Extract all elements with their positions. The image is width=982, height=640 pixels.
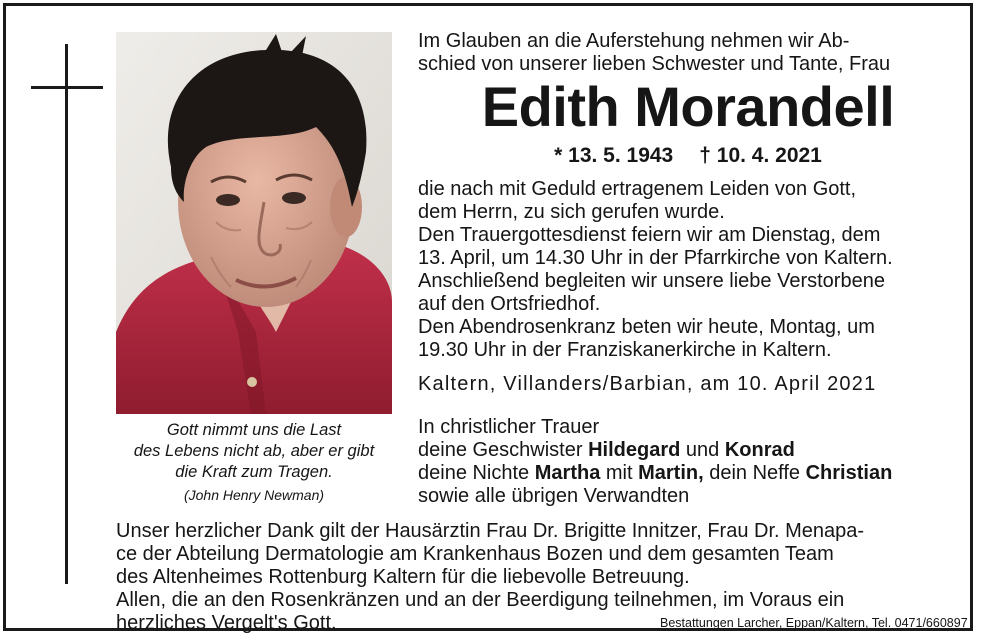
mourner-name: Konrad	[724, 439, 795, 461]
announcement-body	[418, 178, 893, 362]
mourner-text: deine Nichte	[418, 462, 535, 484]
intro-line: schied von unserer lieben Schwester und Tante, Frau	[418, 53, 891, 75]
body-line: Den Trauergottesdienst feiern wir am Dienstag, dem	[418, 224, 881, 246]
funeral-home-credit: Bestattungen Larcher, Eppan/Kaltern, Tel. 0471/660897	[660, 616, 968, 630]
body-line: Den Abendrosenkranz beten wir heute, Montag, um	[418, 316, 875, 338]
thanks-line: des Altenheimes Rottenburg Kaltern für die liebevolle Betreuung.	[116, 566, 690, 588]
quote-line: Gott nimmt uns die Last	[166, 421, 342, 439]
portrait-photo	[116, 32, 392, 414]
mourner-name: Hildegard	[588, 439, 681, 461]
mourner-text: sowie alle übrigen Verwandten	[418, 485, 690, 507]
deceased-name: Edith Morandell	[481, 75, 895, 138]
cross-icon	[65, 44, 68, 584]
mourner-text: deine Geschwister	[418, 439, 589, 461]
quote-block	[110, 420, 398, 506]
death-date: † 10. 4. 2021	[699, 144, 822, 167]
mourner-name: Martha	[534, 462, 601, 484]
thanks-line: Unser herzlicher Dank gilt der Hausärztin Frau Dr. Brigitte Innitzer, Frau Dr. Menapa-	[116, 520, 865, 542]
quote-line: die Kraft zum Tragen.	[175, 463, 333, 481]
mourners-list	[418, 416, 892, 508]
place-and-date: Kaltern, Villanders/Barbian, am 10. April 2021	[418, 373, 877, 395]
cross-icon-bar	[31, 86, 103, 89]
mourners-heading: In christlicher Trauer	[418, 416, 600, 438]
mourner-text: mit	[600, 462, 639, 484]
mourner-text: dein Neffe	[703, 462, 806, 484]
body-line: auf den Ortsfriedhof.	[418, 293, 601, 315]
intro-line: Im Glauben an die Auferstehung nehmen wir Ab-	[418, 30, 850, 52]
thanks-line: Allen, die an den Rosenkränzen und an der Beerdigung teilnehmen, im Voraus ein	[116, 589, 845, 611]
quote-author: (John Henry Newman)	[183, 487, 325, 503]
body-line: Anschließend begleiten wir unsere liebe Verstorbene	[418, 270, 885, 292]
intro-text	[418, 30, 890, 76]
life-dates	[418, 144, 958, 168]
mourner-name: Christian	[805, 462, 893, 484]
thanks-line: herzliches Vergelt's Gott.	[116, 612, 337, 634]
birth-date: * 13. 5. 1943	[554, 144, 674, 167]
quote-line: des Lebens nicht ab, aber er gibt	[133, 442, 375, 460]
mourner-text: und	[680, 439, 725, 461]
obituary-notice	[3, 3, 973, 634]
body-line: 13. April, um 14.30 Uhr in der Pfarrkirche von Kaltern.	[418, 247, 893, 269]
body-line: die nach mit Geduld ertragenem Leiden von Gott,	[418, 178, 857, 200]
body-line: 19.30 Uhr in der Franziskanerkirche in Kaltern.	[418, 339, 832, 361]
mourner-name: Martin,	[638, 462, 704, 484]
thanks-line: ce der Abteilung Dermatologie am Krankenhaus Bozen und dem gesamten Team	[116, 543, 834, 565]
body-line: dem Herrn, zu sich gerufen wurde.	[418, 201, 725, 223]
